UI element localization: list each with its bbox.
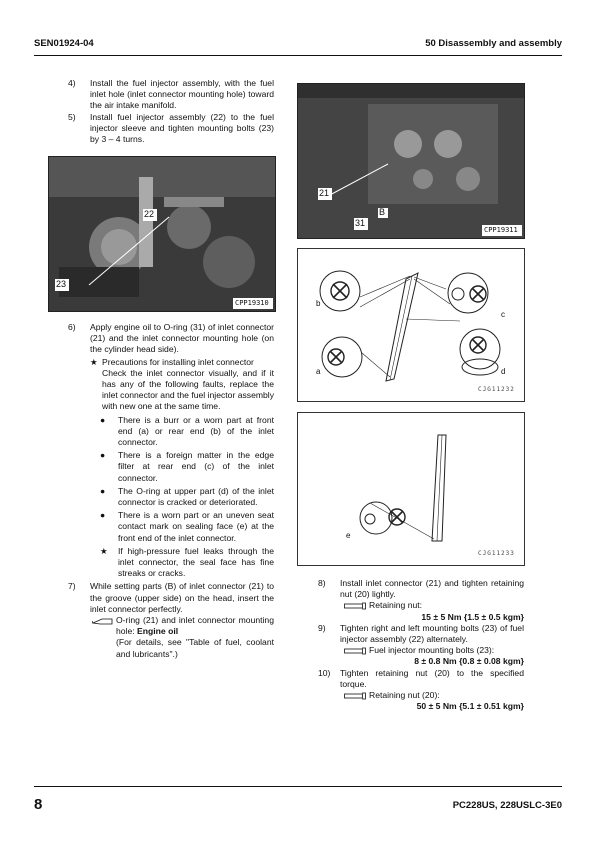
torque-spec xyxy=(340,690,524,701)
star-note xyxy=(100,546,274,580)
step-8 xyxy=(318,578,524,623)
torque-value: 8 ± 0.8 Nm {0.8 ± 0.08 kgm} xyxy=(414,656,524,667)
step-number: 4) xyxy=(68,78,76,88)
callout-B: B xyxy=(379,207,386,217)
torque-label: Retaining nut: xyxy=(369,600,423,611)
label-d: d xyxy=(501,367,506,376)
oil-note xyxy=(90,615,274,660)
left-column-top xyxy=(68,78,274,145)
fault-item xyxy=(100,450,274,484)
photo-injector-install xyxy=(48,156,276,312)
wrench-icon xyxy=(344,647,366,655)
oil-can-icon xyxy=(92,616,114,625)
bullet-icon: ● xyxy=(100,414,106,425)
label-a: a xyxy=(316,367,321,376)
fault-text: There is a foreign matter in the edge filter at rear end (c) of the inlet connector. xyxy=(118,450,274,483)
photo-inlet-connector xyxy=(297,83,525,239)
fault-text: The O-ring at upper part (d) of the inlet connector is cracked or deteriorated. xyxy=(118,485,274,508)
photo-code: CPP19310 xyxy=(235,299,269,307)
diagram-sealing-face xyxy=(297,412,525,566)
callout-31: 31 xyxy=(355,218,366,228)
callout-21: 21 xyxy=(319,188,330,198)
step-text: Tighten right and left mounting bolts (23) of fuel injector assembly (22) alternately. xyxy=(340,622,524,645)
fault-item xyxy=(100,415,274,449)
step-text: Install the fuel injector assembly, with the fuel inlet hole (inlet connector mounting hole) toward the air intake manifold. xyxy=(90,78,274,111)
step-5 xyxy=(68,112,274,146)
wrench-icon xyxy=(344,692,366,700)
step-text: Apply engine oil to O-ring (31) of inlet connector (21) and the inlet connector mounting hole (on the cylinder head side). xyxy=(90,322,274,355)
step-text: Install fuel injector assembly (22) to the fuel injector sleeve and tighten mounting bolts (23) by 3 – 4 turns. xyxy=(90,111,274,145)
wrench-icon xyxy=(344,602,366,610)
star-icon: ★ xyxy=(100,545,108,556)
step-10 xyxy=(318,668,524,713)
oil-note-ref: (For details, see "Table of fuel, coolant and lubricants".) xyxy=(116,637,274,659)
footer-rule xyxy=(34,786,562,787)
step-number: 8) xyxy=(318,578,326,588)
torque-label: Retaining nut (20): xyxy=(369,690,440,701)
label-b: b xyxy=(316,299,321,308)
oil-note-text: O-ring (21) and inlet connector mounting hole: xyxy=(116,615,274,637)
torque-spec xyxy=(340,600,524,611)
precaution-body: Check the inlet connector visually, and if it has any of the following faults, replace the inlet connector and the fuel injector assembly with new one at the same time. xyxy=(102,367,274,412)
model-name: PC228US, 228USLC-3E0 xyxy=(452,800,562,811)
step-number: 10) xyxy=(318,667,331,678)
fault-item xyxy=(100,486,274,508)
precaution xyxy=(90,357,274,413)
header-rule xyxy=(34,55,562,56)
diagram-code: CJG11233 xyxy=(478,550,515,557)
callout-22: 22 xyxy=(144,209,155,219)
step-number: 7) xyxy=(68,581,76,592)
fault-text: There is a burr or a worn part at front end (a) or rear end (b) of the inlet connector. xyxy=(118,414,274,448)
step-6 xyxy=(68,322,274,579)
callout-23: 23 xyxy=(56,279,67,289)
fault-item xyxy=(100,510,274,544)
torque-value: 15 ± 5 Nm {1.5 ± 0.5 kgm} xyxy=(421,611,524,622)
photo-code: CPP19311 xyxy=(484,226,518,234)
step-text: While setting parts (B) of inlet connector (21) to the groove (upper side) on the head, insert the inlet connector perfectly. xyxy=(90,581,274,614)
step-text: Tighten retaining nut (20) to the specified torque. xyxy=(340,667,524,689)
torque-spec xyxy=(340,645,524,656)
diagram-code: CJG11232 xyxy=(478,386,515,393)
torque-value: 50 ± 5 Nm {5.1 ± 0.51 kgm} xyxy=(416,701,524,712)
step-7 xyxy=(68,581,274,659)
oil-note-lubricant: Engine oil xyxy=(137,626,179,637)
label-c: c xyxy=(501,310,505,319)
star-icon: ★ xyxy=(90,356,98,367)
step-number: 9) xyxy=(318,622,326,633)
precaution-title: Precautions for installing inlet connector xyxy=(102,356,254,367)
step-number: 5) xyxy=(68,111,76,122)
diagram-inlet-connector-faults xyxy=(297,248,525,402)
step-text: Install inlet connector (21) and tighten retaining nut (20) lightly. xyxy=(340,578,524,600)
star-note-text: If high-pressure fuel leaks through the inlet connector, the seal face has fine streaks or cracks. xyxy=(118,545,274,579)
right-column-steps xyxy=(318,578,524,712)
fault-text: There is a worn part or an uneven seat contact mark on sealing face (e) at the front end of the inlet connector. xyxy=(118,510,274,543)
step-4 xyxy=(68,78,274,112)
bullet-icon: ● xyxy=(100,510,106,521)
section-title: 50 Disassembly and assembly xyxy=(425,38,562,49)
bullet-icon: ● xyxy=(100,485,106,496)
bullet-icon: ● xyxy=(100,450,106,461)
torque-label: Fuel injector mounting bolts (23): xyxy=(369,645,495,656)
label-e: e xyxy=(346,531,351,540)
step-9 xyxy=(318,623,524,668)
doc-code: SEN01924-04 xyxy=(34,38,94,49)
left-column-bottom xyxy=(68,322,274,660)
step-number: 6) xyxy=(68,322,76,332)
page-number: 8 xyxy=(34,796,43,813)
